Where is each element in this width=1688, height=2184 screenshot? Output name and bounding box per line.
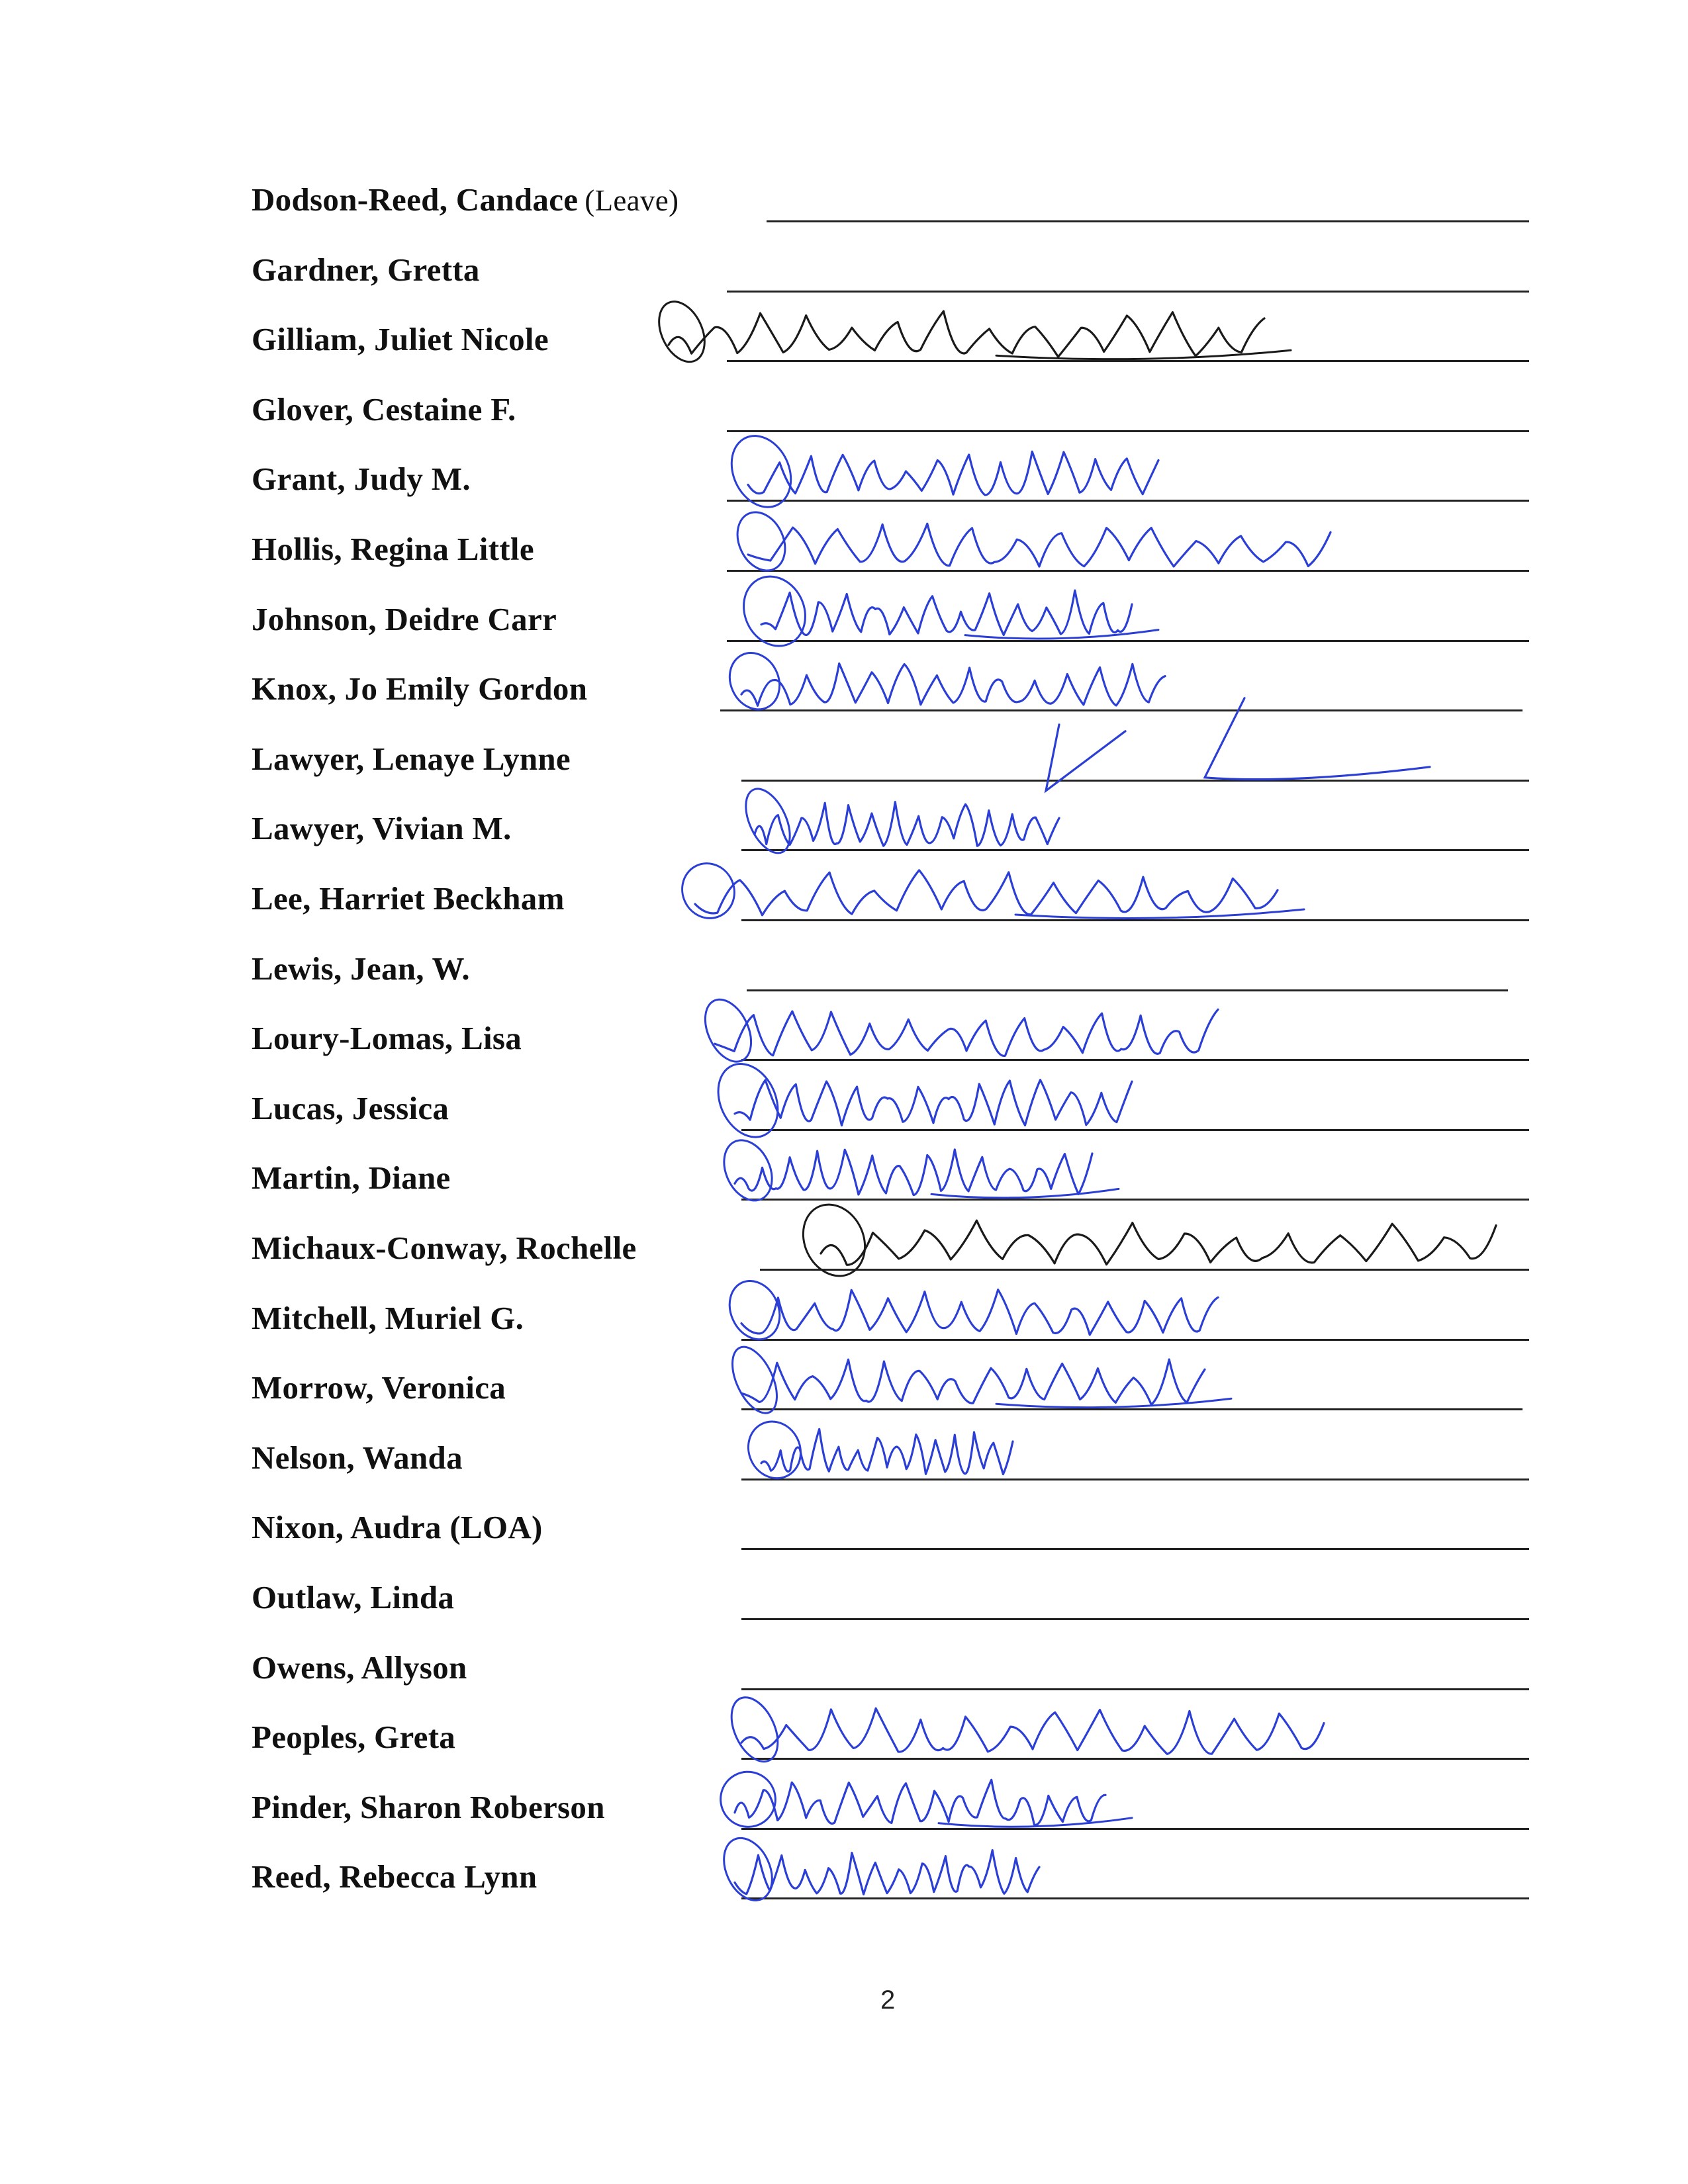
- member-name-text: Johnson, Deidre Carr: [252, 600, 557, 637]
- member-name: [252, 390, 516, 428]
- signature-line[interactable]: [727, 291, 1529, 293]
- member-name: [252, 1858, 537, 1895]
- member-name: [252, 880, 565, 917]
- signature-line[interactable]: [741, 1897, 1529, 1899]
- member-name: [252, 1439, 463, 1477]
- member-name-text: Outlaw, Linda: [252, 1579, 455, 1615]
- roster-row: [0, 450, 1688, 516]
- member-name: [252, 460, 471, 498]
- roster-row: [0, 1498, 1688, 1565]
- member-name: [252, 809, 512, 847]
- member-name-text: Hollis, Regina Little: [252, 531, 534, 567]
- member-name: [252, 1229, 637, 1267]
- signature-line[interactable]: [741, 1199, 1529, 1201]
- member-name: [252, 251, 480, 289]
- member-name-text: Lawyer, Vivian M.: [252, 810, 512, 847]
- member-name: [252, 740, 571, 778]
- member-name-text: Michaux-Conway, Rochelle: [252, 1230, 637, 1266]
- member-name: [252, 1369, 506, 1406]
- member-name-text: Peoples, Greta: [252, 1719, 456, 1756]
- member-name-text: Lawyer, Lenaye Lynne: [252, 740, 571, 777]
- signature-line[interactable]: [741, 1059, 1529, 1061]
- member-name: [252, 1718, 455, 1756]
- roster-row: [0, 1149, 1688, 1215]
- member-name: [252, 600, 557, 638]
- member-name-text: Lucas, Jessica: [252, 1089, 449, 1126]
- signature-line[interactable]: [741, 1408, 1523, 1410]
- roster-row: [0, 730, 1688, 796]
- member-name: [252, 1578, 454, 1616]
- signature-line[interactable]: [741, 1618, 1529, 1620]
- member-name: [252, 320, 549, 358]
- member-status-note: (Leave): [585, 184, 679, 217]
- member-name: [252, 1019, 522, 1057]
- roster-row: [0, 1429, 1688, 1495]
- member-name-text: Mitchell, Muriel G.: [252, 1299, 524, 1336]
- member-name: [252, 181, 679, 218]
- member-name-text: Loury-Lomas, Lisa: [252, 1020, 522, 1057]
- member-name: [252, 1788, 605, 1826]
- member-name-text: Gilliam, Juliet Nicole: [252, 321, 549, 358]
- signature-line[interactable]: [741, 1688, 1529, 1690]
- roster-row: [0, 1079, 1688, 1146]
- signature-line[interactable]: [747, 989, 1508, 991]
- member-name-text: Pinder, Sharon Roberson: [252, 1788, 605, 1825]
- member-name: [252, 670, 587, 707]
- signature-line[interactable]: [741, 1828, 1529, 1830]
- roster-row: [0, 1639, 1688, 1705]
- member-name-text: Gardner, Gretta: [252, 251, 480, 288]
- member-name-text: Morrow, Veronica: [252, 1369, 506, 1406]
- roster-row: [0, 310, 1688, 377]
- roster-row: [0, 1569, 1688, 1635]
- roster-row: [0, 660, 1688, 726]
- roster-row: [0, 1778, 1688, 1844]
- member-name: [252, 1299, 524, 1337]
- member-name-text: Knox, Jo Emily Gordon: [252, 670, 588, 707]
- roster-row: [0, 870, 1688, 936]
- signature-line[interactable]: [720, 709, 1523, 711]
- member-name: [252, 530, 534, 568]
- roster-row: [0, 171, 1688, 237]
- signature-line[interactable]: [727, 500, 1529, 502]
- member-name-text: Owens, Allyson: [252, 1649, 467, 1686]
- roster-row: [0, 1219, 1688, 1285]
- roster-row: [0, 241, 1688, 307]
- member-name-text: Lewis, Jean, W.: [252, 950, 470, 987]
- member-name: [252, 1089, 449, 1127]
- signature-line[interactable]: [727, 360, 1529, 362]
- signature-line[interactable]: [741, 849, 1529, 851]
- signature-line[interactable]: [741, 919, 1529, 921]
- member-name-text: Nixon, Audra (LOA): [252, 1509, 543, 1546]
- member-name-text: Martin, Diane: [252, 1160, 451, 1197]
- member-name-text: Lee, Harriet Beckham: [252, 880, 565, 917]
- roster-row: [0, 940, 1688, 1006]
- signature-line[interactable]: [727, 570, 1529, 572]
- roster-row: [0, 799, 1688, 866]
- member-name-text: Glover, Cestaine F.: [252, 390, 516, 428]
- signature-line[interactable]: [741, 1548, 1529, 1550]
- roster-row: [0, 381, 1688, 447]
- member-name-text: Dodson-Reed, Candace: [252, 181, 579, 218]
- roster-row: [0, 1009, 1688, 1075]
- signature-line[interactable]: [741, 780, 1529, 782]
- member-name-text: Nelson, Wanda: [252, 1439, 463, 1476]
- signature-line[interactable]: [727, 640, 1529, 642]
- member-name-text: Grant, Judy M.: [252, 461, 471, 498]
- roster-row: [0, 1359, 1688, 1425]
- roster-row: [0, 1708, 1688, 1774]
- member-name: [252, 950, 470, 987]
- member-name: [252, 1508, 543, 1546]
- signature-line[interactable]: [741, 1479, 1529, 1480]
- roster-row: [0, 1289, 1688, 1355]
- member-name: [252, 1649, 467, 1686]
- signature-line[interactable]: [741, 1758, 1529, 1760]
- roster-row: [0, 520, 1688, 586]
- signature-line[interactable]: [767, 220, 1529, 222]
- signature-line[interactable]: [741, 1129, 1529, 1131]
- signature-line[interactable]: [760, 1269, 1529, 1271]
- roster-row: [0, 590, 1688, 657]
- page-number: 2: [880, 1985, 896, 2015]
- signature-line[interactable]: [741, 1339, 1529, 1341]
- signature-line[interactable]: [727, 430, 1529, 432]
- member-name: [252, 1159, 451, 1197]
- member-name-text: Reed, Rebecca Lynn: [252, 1858, 538, 1895]
- roster-row: [0, 1848, 1688, 1914]
